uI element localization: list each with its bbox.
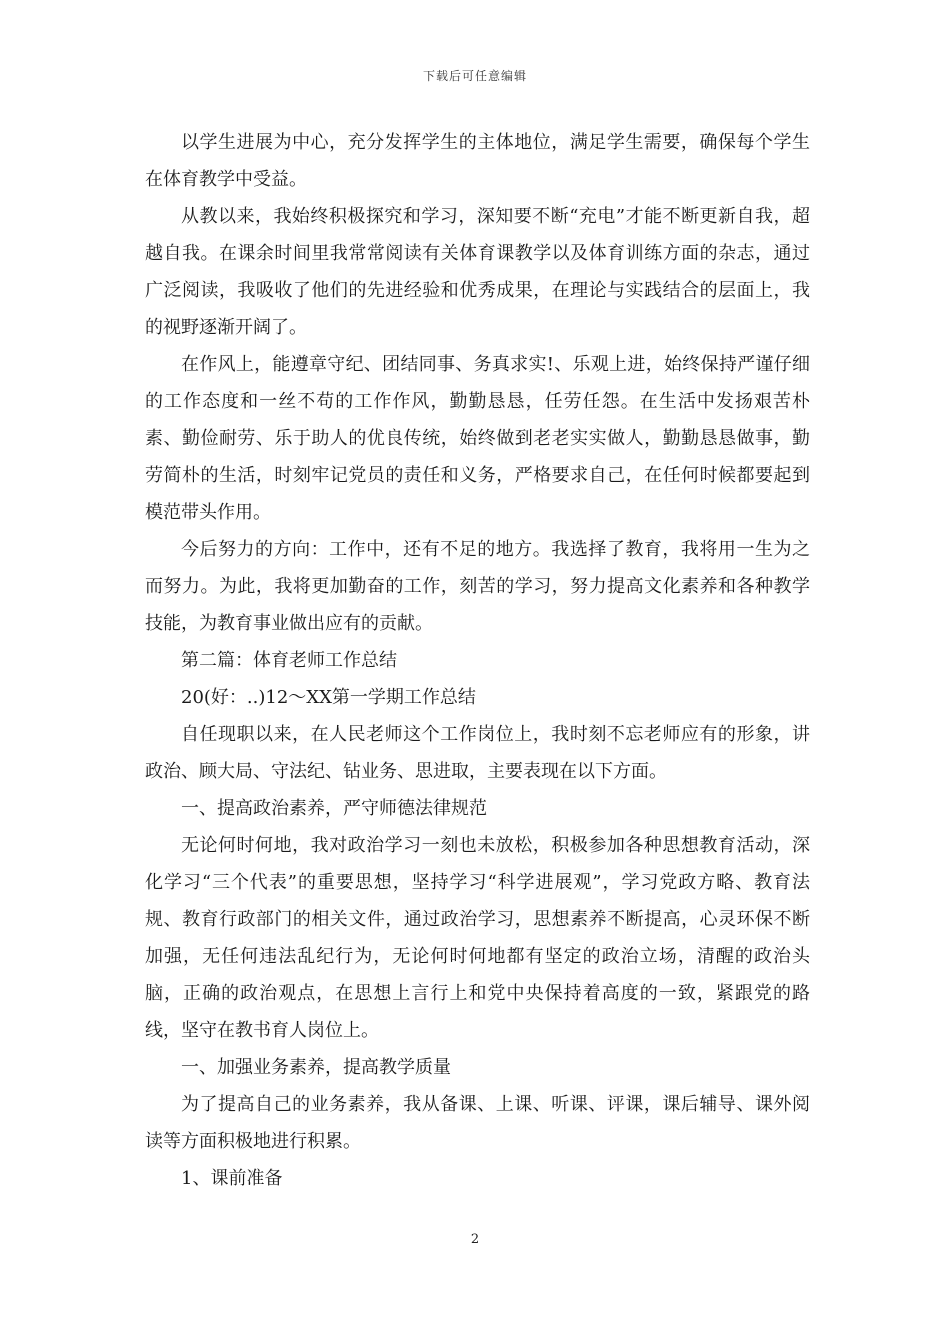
heading-lesson-prep: 1、课前准备 (181, 1168, 283, 1189)
paragraph-2: 从教以来，我始终积极探究和学习，深知要不断“充电”才能不断更新自我，超越自我。在课余时间里我常常阅读有关体育课教学以及体育训练方面的杂志，通过广泛阅读，我吸收了他们的先进经验和优秀成果，在理论与实践结合的层面上，我的视野逐渐开阔了。 (145, 206, 810, 338)
section-title-2: 第二篇：体育老师工作总结 (181, 650, 397, 671)
paragraph-5: 自任现职以来，在人民老师这个工作岗位上，我时刻不忘老师应有的形象，讲政治、顾大局、守法纪、钻业务、思进取，主要表现在以下方面。 (145, 724, 810, 782)
paragraph-3: 在作风上，能遵章守纪、团结同事、务真求实!、乐观上进，始终保持严谨仔细的工作态度和一丝不苟的工作作风，勤勤恳恳，任劳任怨。在生活中发扬艰苦朴素、勤俭耐劳、乐于助人的优良传统，始终做到老老实实做人，勤勤恳恳做事，勤劳简朴的生活，时刻牢记党员的责任和义务，严格要求自己，在任何时候都要起到模范带头作用。 (145, 354, 810, 523)
document-body (145, 124, 810, 1197)
paragraph-7: 为了提高自己的业务素养，我从备课、上课、听课、评课，课后辅导、课外阅读等方面积极地进行积累。 (145, 1094, 810, 1152)
heading-political: 一、提高政治素养，严守师德法律规范 (181, 798, 487, 819)
paragraph-6: 无论何时何地，我对政治学习一刻也未放松，积极参加各种思想教育活动，深化学习“三个代表”的重要思想，坚持学习“科学进展观”，学习党政方略、教育法规、教育行政部门的相关文件，通过政治学习，思想素养不断提高，心灵环保不断加强，无任何违法乱纪行为，无论何时何地都有坚定的政治立场，清醒的政治头脑，正确的政治观点，在思想上言行上和党中央保持着高度的一致，紧跟党的路线，坚守在教书育人岗位上。 (145, 835, 810, 1041)
summary-subtitle: 20(好：..)12～XX第一学期工作总结 (181, 687, 476, 708)
page-number: 2 (470, 1232, 480, 1247)
heading-professional: 一、加强业务素养，提高教学质量 (181, 1057, 451, 1078)
paragraph-4: 今后努力的方向：工作中，还有不足的地方。我选择了教育，我将用一生为之而努力。为此，我将更加勤奋的工作，刻苦的学习，努力提高文化素养和各种教学技能，为教育事业做出应有的贡献。 (145, 539, 810, 634)
header-note: 下载后可任意编辑 (422, 69, 527, 83)
paragraph-1: 以学生进展为中心，充分发挥学生的主体地位，满足学生需要，确保每个学生在体育教学中受益。 (145, 132, 810, 190)
